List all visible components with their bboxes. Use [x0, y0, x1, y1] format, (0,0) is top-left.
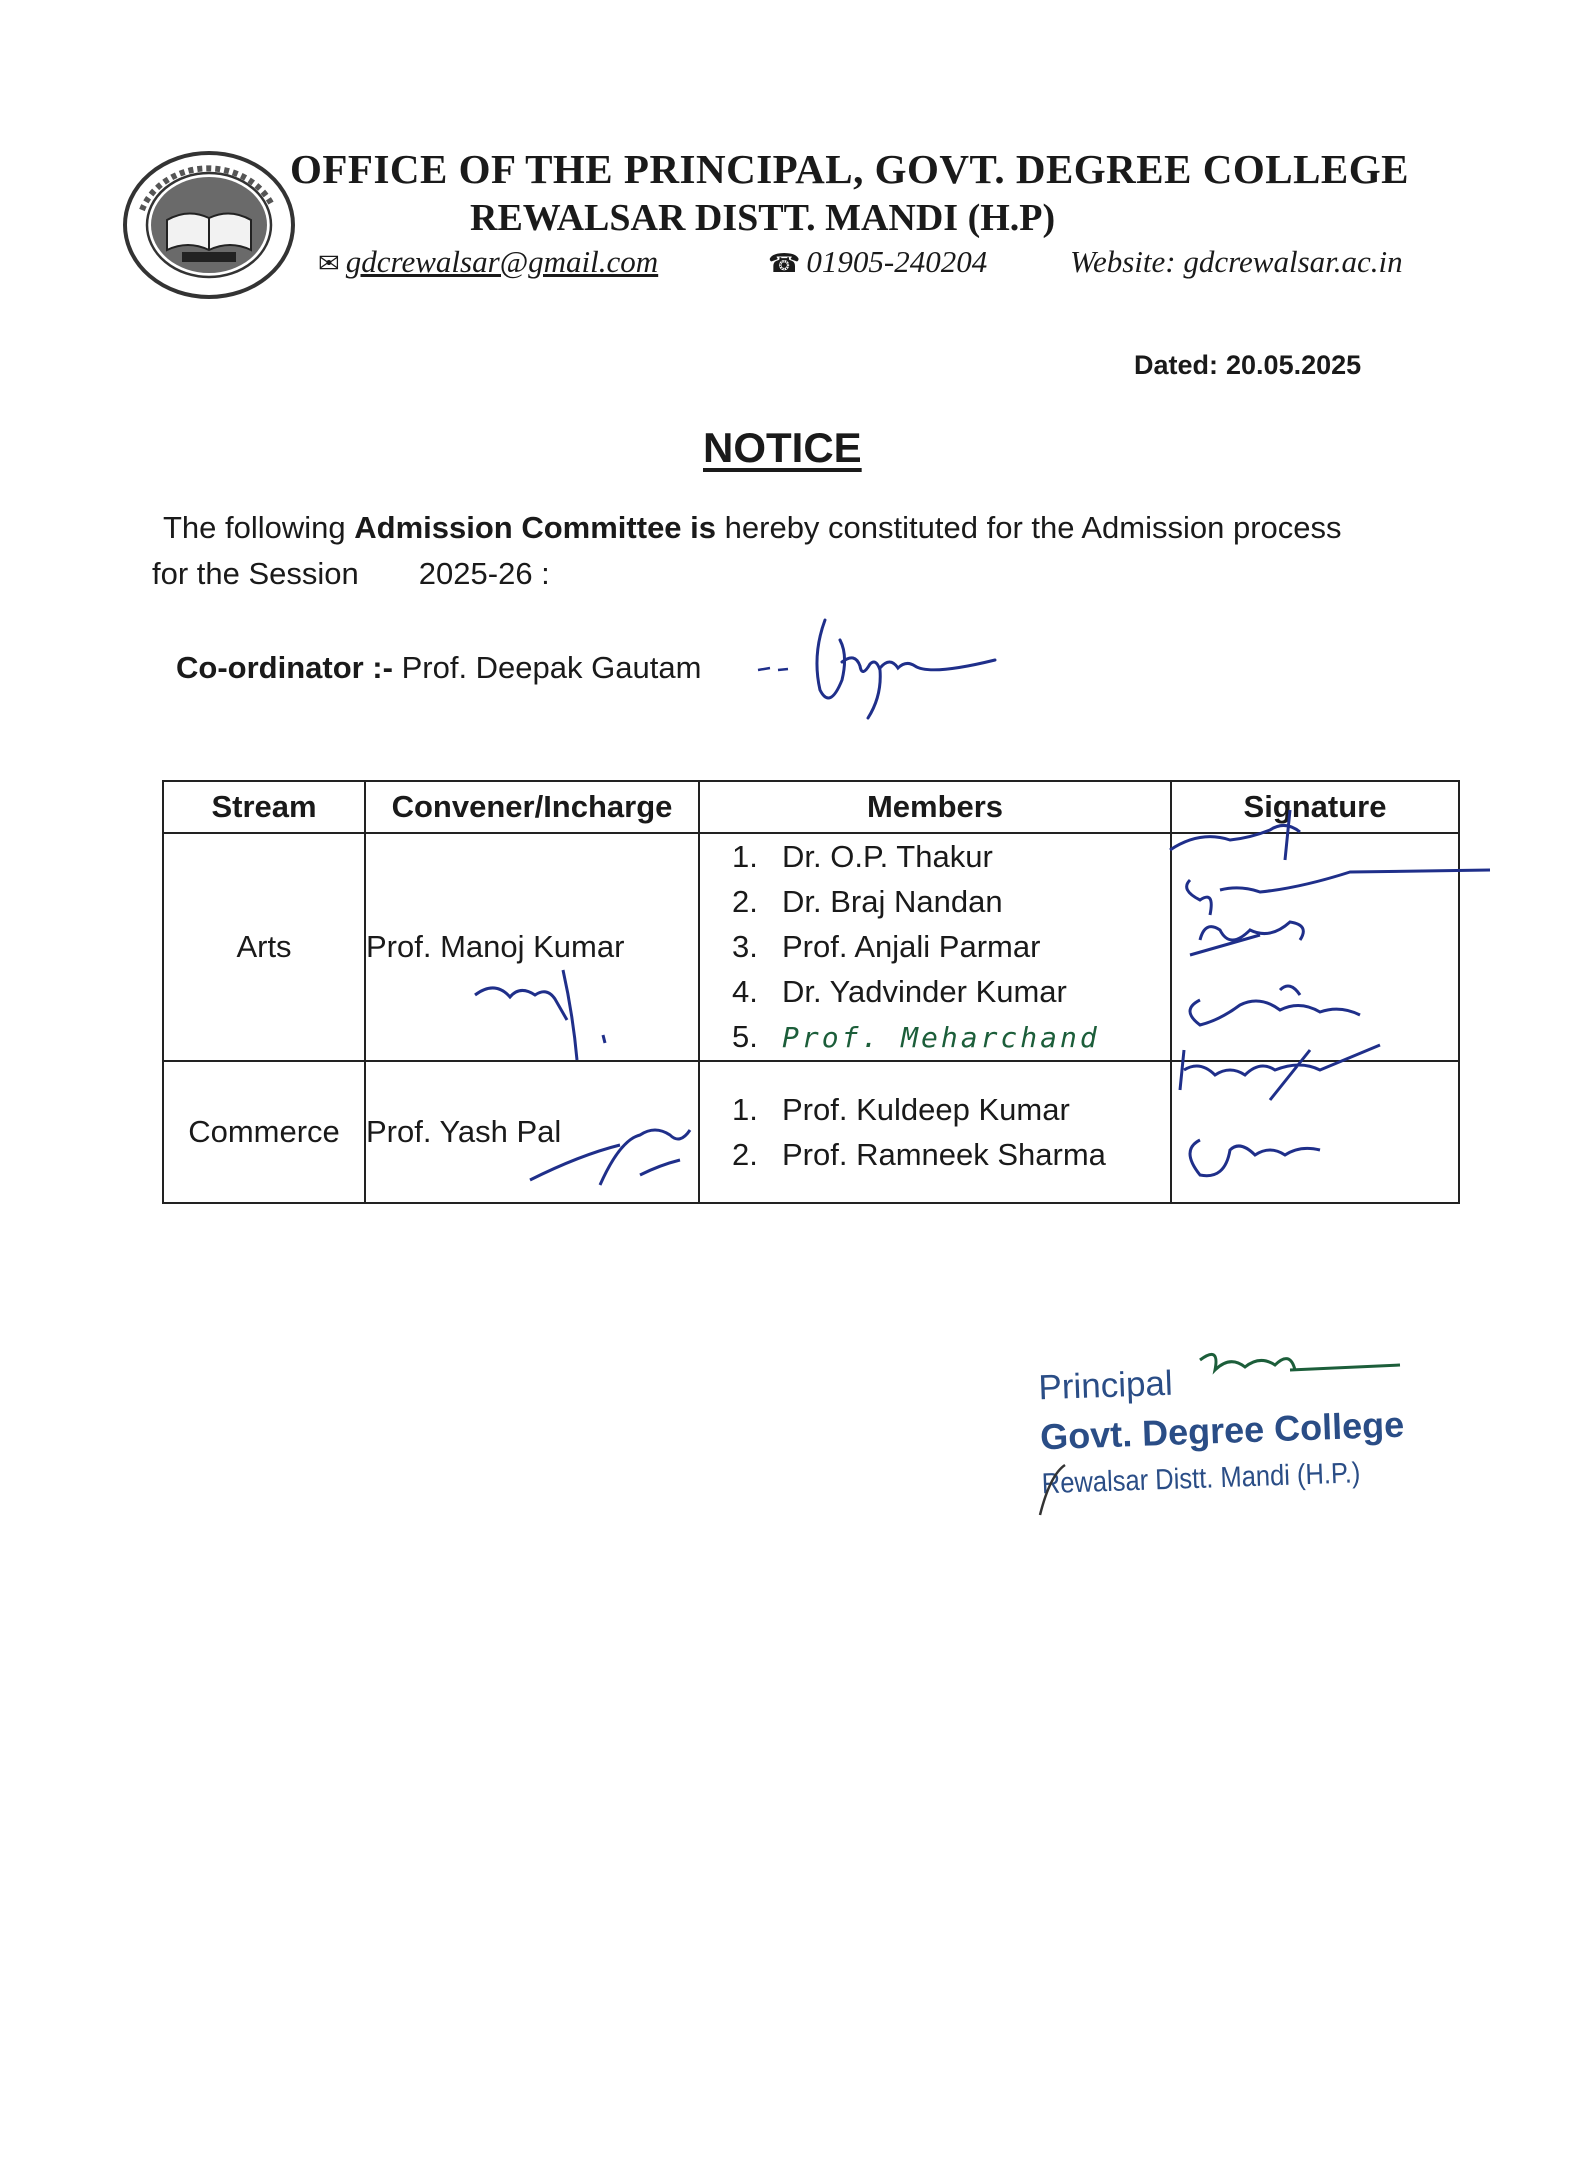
members-list	[700, 834, 1170, 1060]
stream-cell: Arts	[163, 833, 365, 1061]
list-item: Dr. O.P. Thakur	[782, 839, 993, 874]
members-cell	[699, 833, 1171, 1061]
stamp-line1: Principal	[1037, 1363, 1174, 1408]
convener-name: Prof. Yash Pal	[366, 1114, 562, 1149]
paragraph-bold-committee: Admission Committee is	[354, 510, 717, 545]
phone-text: 01905-240204	[806, 244, 988, 279]
coordinator-line	[176, 650, 701, 686]
coordinator-signature	[750, 600, 1000, 730]
envelope-icon: ✉	[318, 249, 340, 279]
letterhead-title-line1: OFFICE OF THE PRINCIPAL, GOVT. DEGREE COLLEGE	[290, 146, 1410, 192]
convener-cell	[365, 1061, 699, 1203]
letterhead-phone	[768, 244, 987, 280]
principal-stamp	[1038, 1356, 1407, 1502]
table-row-arts	[163, 833, 1459, 1061]
college-seal-logo	[122, 150, 297, 300]
paragraph-text-3: for the Session	[152, 556, 359, 591]
handwritten-member: Prof. Meharchand	[782, 1021, 1100, 1054]
table-row-commerce	[163, 1061, 1459, 1203]
dated-line	[1134, 350, 1361, 381]
telephone-icon: ☎	[768, 249, 801, 279]
letterhead-email	[318, 244, 658, 280]
stream-cell: Commerce	[163, 1061, 365, 1203]
signature-cell	[1171, 833, 1459, 1061]
committee-table	[162, 780, 1460, 1204]
notice-paragraph-line1	[163, 510, 1342, 546]
list-item: Prof. Anjali Parmar	[782, 929, 1041, 964]
dated-label: Dated:	[1134, 350, 1219, 380]
notice-title: NOTICE	[703, 424, 862, 471]
letterhead-website: Website: gdcrewalsar.ac.in	[1070, 244, 1403, 279]
members-cell	[699, 1061, 1171, 1203]
stamp-line2: Govt. Degree College	[1039, 1403, 1405, 1458]
list-item: Dr. Yadvinder Kumar	[782, 974, 1067, 1009]
header-stream: Stream	[163, 781, 365, 833]
signature-cell	[1171, 1061, 1459, 1203]
members-list	[700, 1087, 1170, 1177]
stamp-line3: Rewalsar Distt. Mandi (H.P.)	[1041, 1457, 1361, 1501]
header-signature: Signature	[1171, 781, 1459, 833]
coordinator-label: Co-ordinator :-	[176, 650, 393, 685]
session-value: 2025-26 :	[418, 556, 550, 591]
paragraph-text-1: The following	[163, 510, 355, 545]
header-members: Members	[699, 781, 1171, 833]
notice-paragraph-line2	[152, 556, 550, 592]
paragraph-text-2: hereby constituted for the Admission process	[716, 510, 1342, 545]
convener-cell	[365, 833, 699, 1061]
coordinator-name: Prof. Deepak Gautam	[401, 650, 702, 685]
letterhead-title-line2: REWALSAR DISTT. MANDI (H.P)	[470, 197, 1056, 239]
list-item: Prof. Ramneek Sharma	[782, 1137, 1106, 1172]
convener-name: Prof. Manoj Kumar	[366, 929, 625, 964]
header-convener: Convener/Incharge	[365, 781, 699, 833]
dated-value: 20.05.2025	[1226, 350, 1362, 380]
list-item: Prof. Kuldeep Kumar	[782, 1092, 1070, 1127]
email-text: gdcrewalsar@gmail.com	[345, 244, 659, 279]
list-item: Dr. Braj Nandan	[782, 884, 1003, 919]
list-item-handwritten	[782, 1014, 1170, 1060]
